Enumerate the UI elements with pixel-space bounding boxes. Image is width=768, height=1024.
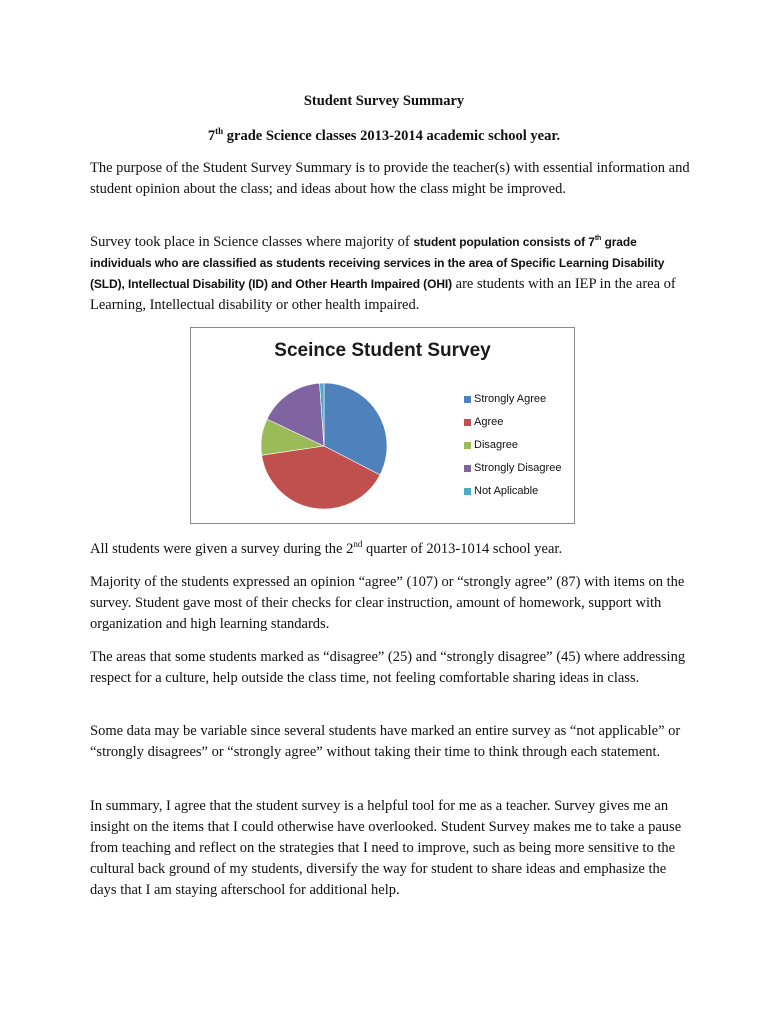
survey-pie-chart (190, 327, 575, 524)
chart-title: Sceince Student Survey (274, 340, 491, 361)
legend-label: Strongly Agree (474, 393, 547, 405)
timing-text-sup: nd (353, 539, 363, 549)
paragraph-survey-scope (90, 232, 690, 316)
paragraph-disagree-areas: The areas that some students marked as “disagree” (25) and “strongly disagree” (45) where addressing respect for a culture, help outside the class time, not feeling comfortable sharing ideas in class. (90, 649, 686, 686)
paragraph-survey-timing (90, 539, 690, 560)
bold-text-sup: th (594, 235, 602, 242)
document-subtitle (0, 126, 768, 145)
legend-swatch (464, 465, 471, 472)
timing-text-end: quarter of 2013-1014 school year. (362, 541, 563, 557)
legend-label: Not Aplicable (474, 485, 539, 497)
paragraph-survey-scope-start: Survey took place in Science classes where majority of (90, 234, 414, 250)
paragraph-variable-data: Some data may be variable since several students have marked an entire survey as “not applicable” or “strongly disagrees” or “strongly agree” without taking their time to think through each statement. (90, 723, 681, 760)
bold-text-b: grade individuals who are classified as students receiving services in the area of Specific Learning Disability (SLD), Intellectual Disability (ID) and Other Hearth Impaired (OHI) (90, 235, 665, 291)
paragraph-summary: In summary, I agree that the student survey is a helpful tool for me as a teacher. Survey gives me an insight on the items that I could otherwise have overlooked. Student Survey makes me to take a pause from teaching and reflect on the strategies that I need to improve, such as being more sensitive to the cultural back ground of my students, diversify the way for student to share ideas and emphasize the days that I am staying afterschool for additional help. (90, 798, 682, 898)
legend-swatch (464, 442, 471, 449)
paragraph-majority-opinion: Majority of the students expressed an opinion “agree” (107) or “strongly agree” (87) with items on the survey. Student gave most of their checks for clear instruction, amount of homework, support with organization and high learning standards. (90, 574, 685, 632)
legend-label: Strongly Disagree (474, 462, 562, 474)
legend-swatch (464, 419, 471, 426)
legend-label: Disagree (474, 439, 519, 451)
subtitle-text: grade Science classes 2013-2014 academic school year. (223, 128, 561, 144)
legend-swatch (464, 396, 471, 403)
document-title: Student Survey Summary (303, 93, 465, 109)
subtitle-grade: 7 (207, 128, 216, 144)
legend-label: Agree (474, 416, 504, 428)
timing-text-start: All students were given a survey during the 2 (90, 541, 354, 557)
paragraph-purpose: The purpose of the Student Survey Summary is to provide the teacher(s) with essential information and student opinion about the class; and ideas about how the class might be improved. (90, 160, 690, 197)
subtitle-grade-suffix: th (215, 126, 224, 136)
paragraph-survey-scope-end: are students with an IEP in the area of Learning, Intellectual disability or other health impaired. (90, 276, 676, 313)
bold-text-a: student population consists of 7 (413, 235, 595, 249)
legend-swatch (464, 488, 471, 495)
